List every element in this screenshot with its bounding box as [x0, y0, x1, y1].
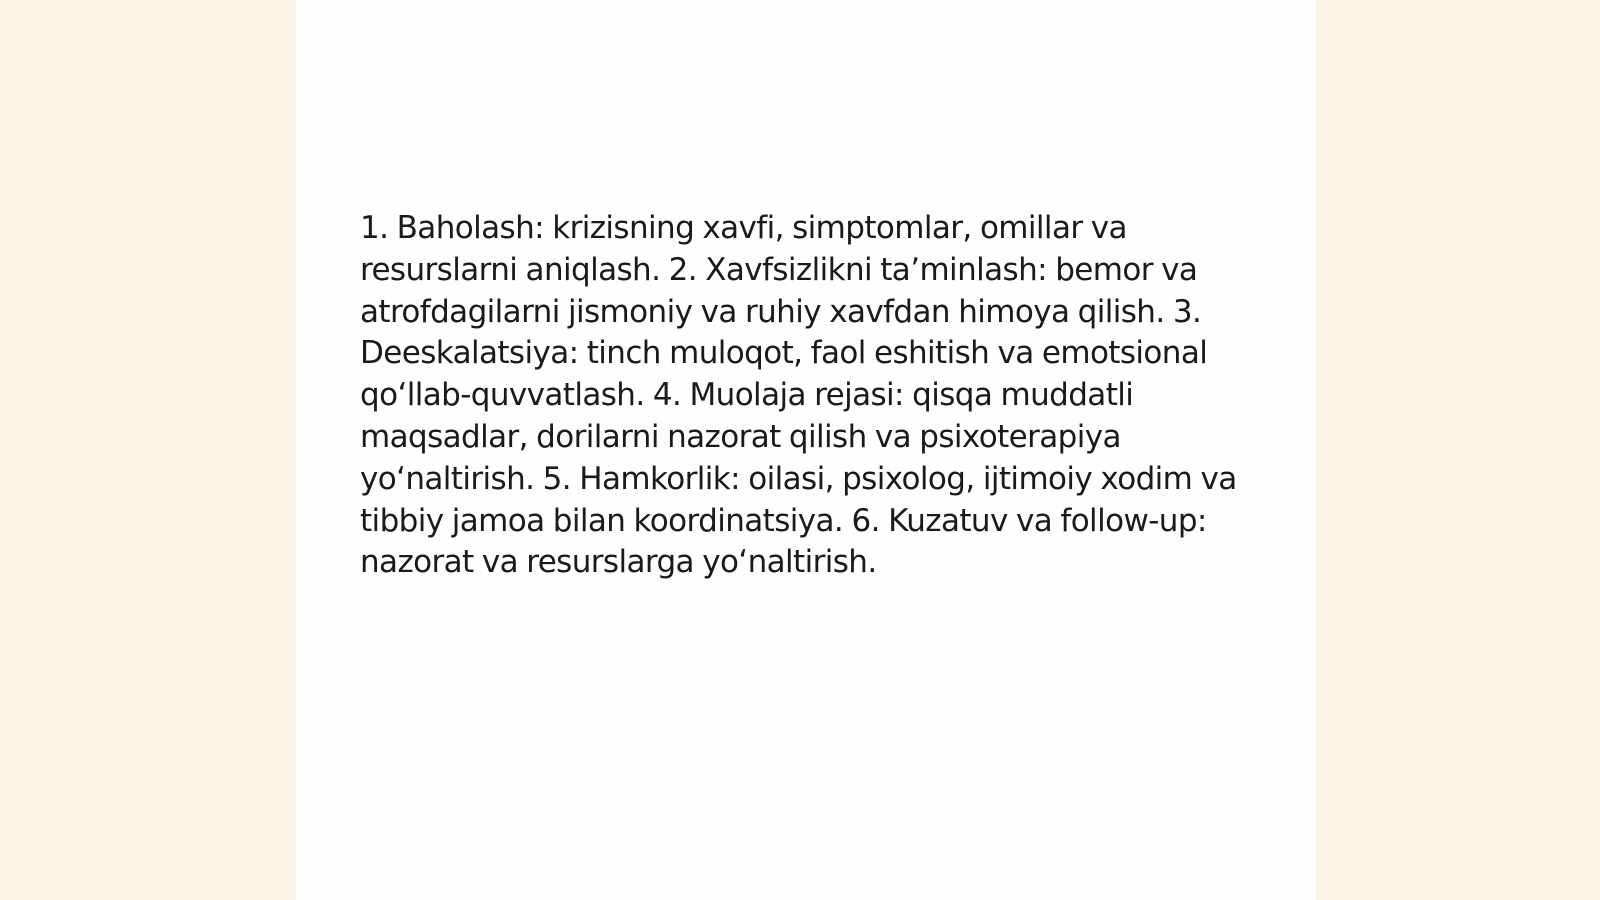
- slide-body-text: 1. Baholash: krizisning xavfi, simptomlar, omillar va resurslarni aniqlash. 2. Xavfsizlikni ta’minlash: bemor va atrofdagilarni jismoniy va ruhiy xavfdan himoya qilish. 3. Deeskalatsiya: tinch muloqot, faol eshitish va emotsional qo‘llab-quvvatlash. 4. Muolaja rejasi: qisqa muddatli maqsadlar, dorilarni nazorat qilish va psixoterapiya yo‘naltirish. 5. Hamkorlik: oilasi, psixolog, ijtimoiy xodim va tibbiy jamoa bilan koordinatsiya. 6. Kuzatuv va follow-up: nazorat va resurslarga yo‘naltirish.: [360, 210, 1237, 581]
- left-margin-panel: [0, 0, 296, 900]
- slide-canvas: [296, 0, 1316, 900]
- right-margin-panel: [1316, 0, 1600, 900]
